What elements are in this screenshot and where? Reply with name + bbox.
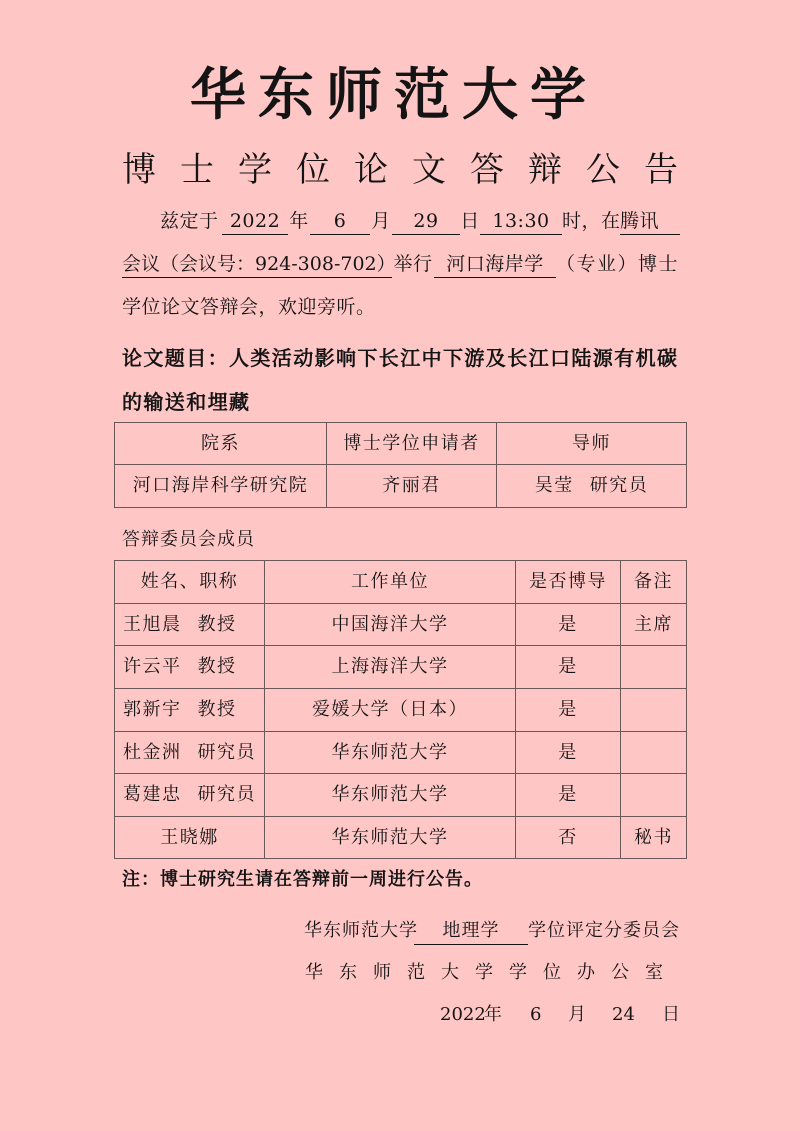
- header-remark: 备注: [621, 561, 687, 604]
- announcement-line-2: [122, 251, 680, 279]
- major-suffix: （专业）博士: [556, 253, 680, 275]
- thesis-label: 论文题目：: [122, 346, 229, 370]
- table-row: [115, 732, 687, 774]
- applicant-table-header-row: [115, 423, 687, 465]
- member-remark: [621, 732, 687, 774]
- member-title: 研究员: [197, 741, 256, 763]
- member-doctoral-supervisor: 是: [516, 604, 621, 646]
- member-name: 王晓娜: [160, 826, 219, 848]
- member-remark: [621, 689, 687, 732]
- year-unit: 年: [289, 210, 309, 232]
- header-affiliation: 工作单位: [265, 561, 516, 604]
- header-doctoral-supervisor: 是否博导: [516, 561, 621, 604]
- member-affiliation: 爱媛大学（日本）: [265, 689, 516, 732]
- member-title: 教授: [197, 699, 237, 720]
- table-row: [115, 689, 687, 732]
- table-row: [115, 817, 687, 859]
- member-title: 教授: [197, 613, 237, 635]
- venue-part-1: 腾讯: [620, 208, 680, 235]
- member-name: 杜金洲: [123, 741, 182, 763]
- signature-prefix: 华东师范大学: [304, 920, 418, 941]
- defense-month: 6: [310, 208, 370, 235]
- degree-office: 华东师范大学学位办公室: [305, 962, 679, 983]
- advisor-name: 吴莹: [534, 475, 574, 496]
- signature-line-1: [304, 918, 684, 946]
- member-affiliation: 华东师范大学: [265, 774, 516, 817]
- signature-date: [440, 1002, 682, 1030]
- venue-part-2: 会议（会议号：924-308-702）: [122, 251, 392, 278]
- announcement-line-3: [122, 294, 376, 322]
- defense-year: 2022: [222, 208, 288, 235]
- member-title: 研究员: [197, 784, 256, 805]
- member-name-cell: [115, 817, 265, 859]
- member-name: 许云平: [123, 656, 182, 677]
- intro-text: 兹定于: [160, 210, 219, 232]
- note-text: 注：博士研究生请在答辩前一周进行公告。: [122, 869, 483, 890]
- major-name: 河口海岸学: [434, 251, 556, 278]
- table-row: [115, 646, 687, 689]
- header-applicant: 博士学位申请者: [327, 423, 497, 465]
- header-department: 院系: [115, 423, 327, 465]
- announcement-line-1: [160, 208, 680, 236]
- member-name-cell: [115, 774, 265, 817]
- department-cell: 河口海岸科学研究院: [115, 465, 327, 508]
- member-doctoral-supervisor: 否: [516, 817, 621, 859]
- closing-text: 学位论文答辩会，欢迎旁听。: [122, 296, 376, 318]
- day-unit: 日: [460, 210, 480, 232]
- member-title: 教授: [197, 656, 237, 677]
- thesis-title-line-1: [122, 344, 678, 372]
- committee-table: [114, 560, 687, 859]
- applicant-cell: 齐丽君: [327, 465, 497, 508]
- defense-time: 13:30: [480, 208, 562, 235]
- applicant-table-row: [115, 465, 687, 508]
- header-advisor: 导师: [497, 423, 687, 465]
- member-doctoral-supervisor: 是: [516, 646, 621, 689]
- signature-day: 24: [612, 1004, 635, 1025]
- thesis-title-part-2: 的输送和埋藏: [122, 390, 251, 414]
- member-name: 王旭晨: [123, 613, 182, 635]
- member-remark: 主席: [621, 604, 687, 646]
- member-name-cell: [115, 732, 265, 774]
- defense-day: 29: [392, 208, 460, 235]
- member-doctoral-supervisor: 是: [516, 774, 621, 817]
- committee-caption: 答辩委员会成员: [122, 529, 255, 550]
- header-name-title: 姓名、职称: [115, 561, 265, 604]
- thesis-title-part-1: 人类活动影响下长江中下游及长江口陆源有机碳: [229, 346, 679, 370]
- signature-discipline: 地理学: [414, 918, 528, 945]
- member-name-cell: [115, 689, 265, 732]
- signature-month-unit: 月: [568, 1004, 587, 1025]
- member-affiliation: 华东师范大学: [265, 817, 516, 859]
- signature-year-unit: 年: [484, 1004, 503, 1025]
- committee-header-row: [115, 561, 687, 604]
- applicant-table: [114, 422, 687, 508]
- member-remark: [621, 646, 687, 689]
- university-title: 华东师范大学: [190, 62, 598, 128]
- member-doctoral-supervisor: 是: [516, 689, 621, 732]
- member-remark: [621, 774, 687, 817]
- month-unit: 月: [371, 210, 391, 232]
- member-name-cell: [115, 604, 265, 646]
- member-affiliation: 中国海洋大学: [265, 604, 516, 646]
- signature-committee: 学位评定分委员会: [528, 920, 680, 941]
- member-name-cell: [115, 646, 265, 689]
- member-affiliation: 华东师范大学: [265, 732, 516, 774]
- table-row: [115, 604, 687, 646]
- thesis-title-line-2: [122, 388, 250, 416]
- advisor-cell: [497, 465, 687, 508]
- advisor-title: 研究员: [589, 475, 649, 496]
- member-name: 葛建忠: [123, 784, 182, 805]
- time-unit: 时，在: [562, 210, 621, 232]
- member-doctoral-supervisor: 是: [516, 732, 621, 774]
- signature-year: 2022: [440, 1004, 486, 1025]
- signature-day-unit: 日: [662, 1004, 681, 1025]
- table-row: [115, 774, 687, 817]
- member-name: 郭新宇: [123, 699, 182, 720]
- signature-month: 6: [530, 1004, 543, 1025]
- member-affiliation: 上海海洋大学: [265, 646, 516, 689]
- document-title: 博士学位论文答辩公告: [122, 150, 702, 190]
- member-remark: 秘书: [621, 817, 687, 859]
- held-label: 举行: [393, 253, 433, 275]
